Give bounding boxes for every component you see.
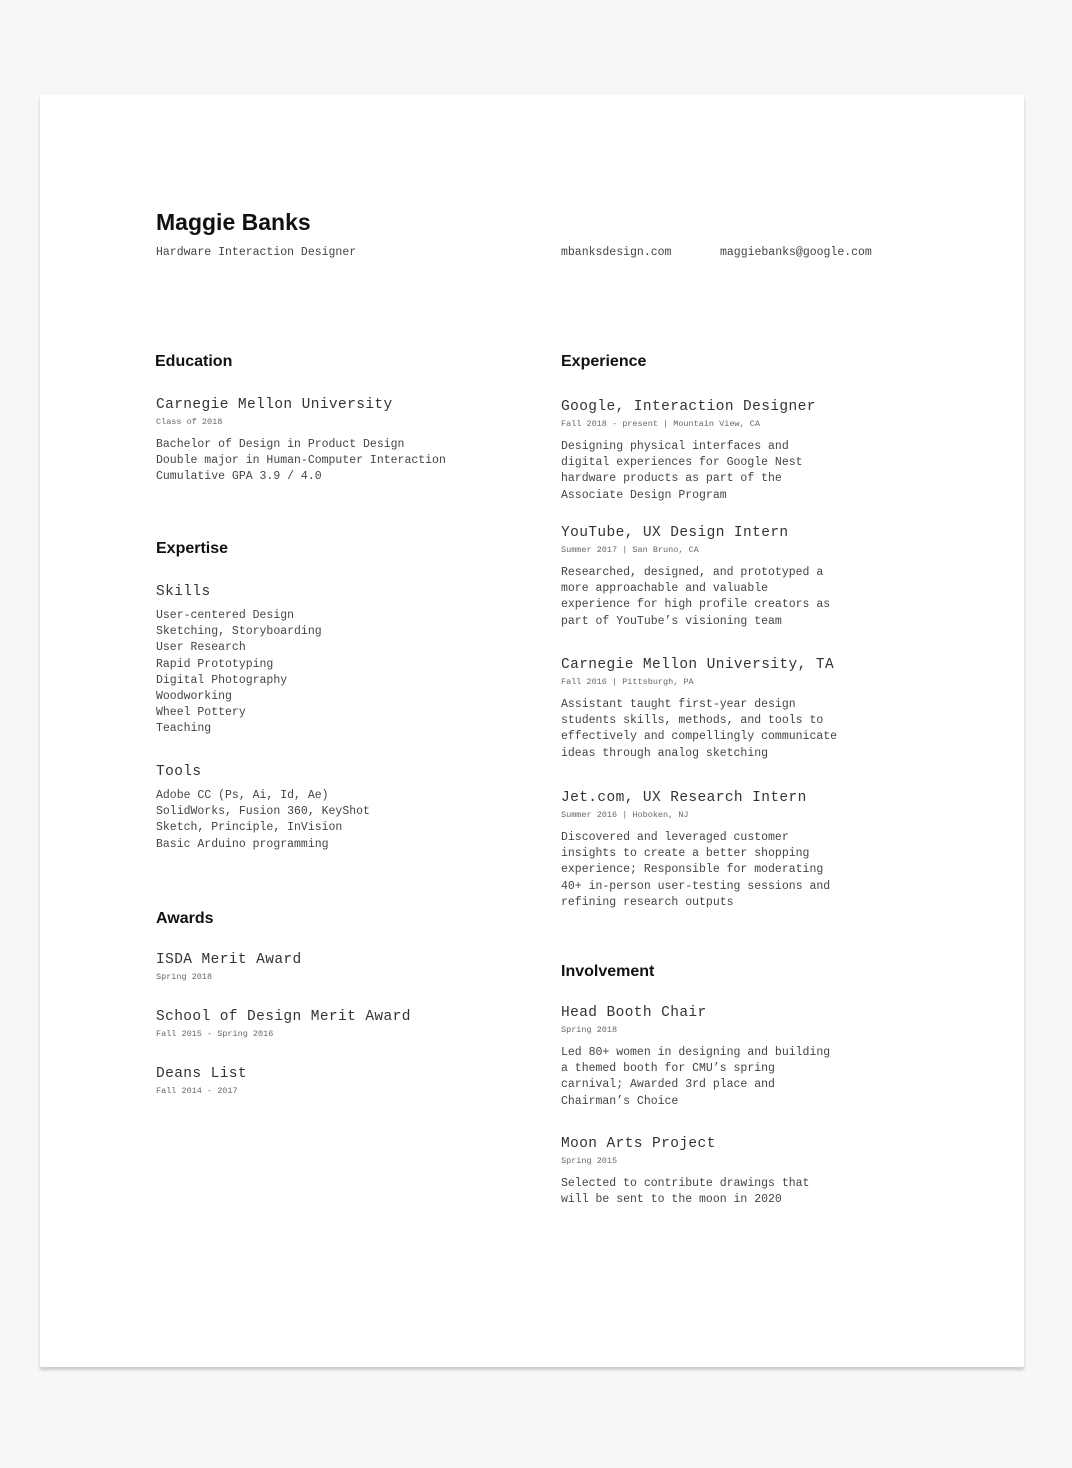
list-item: Basic Arduino programming xyxy=(156,837,329,851)
experience-entry xyxy=(561,657,941,762)
involvement-description: Led 80+ women in designing and building a themed booth for CMU’s spring carnival; Awarded 3rd place and Chairman’s Choice xyxy=(561,1046,831,1108)
awards-heading: Awards xyxy=(156,910,214,927)
education-school: Carnegie Mellon University xyxy=(156,397,393,413)
award-entry xyxy=(156,1066,536,1096)
candidate-name: Maggie Banks xyxy=(156,209,311,235)
experience-title: Google, Interaction Designer xyxy=(561,399,816,415)
resume-page xyxy=(40,95,1024,1367)
tools-section xyxy=(156,764,536,853)
website-link[interactable]: mbanksdesign.com xyxy=(561,246,672,259)
list-item: Digital Photography xyxy=(156,673,288,687)
education-heading: Education xyxy=(155,353,233,370)
list-item: Double major in Human-Computer Interaction xyxy=(156,454,446,468)
education-meta: Class of 2018 xyxy=(156,417,223,427)
list-item: Sketching, Storyboarding xyxy=(156,625,322,639)
involvement-heading: Involvement xyxy=(561,963,655,980)
involvement-entry xyxy=(561,1136,941,1208)
skills-title: Skills xyxy=(156,584,211,600)
list-item: Sketch, Principle, InVision xyxy=(156,821,343,835)
experience-title: YouTube, UX Design Intern xyxy=(561,525,789,541)
education-entry xyxy=(156,397,536,486)
involvement-meta: Spring 2015 xyxy=(561,1156,618,1166)
involvement-description: Selected to contribute drawings that will be sent to the moon in 2020 xyxy=(561,1177,810,1207)
experience-entry xyxy=(561,790,941,911)
award-title: Deans List xyxy=(156,1066,248,1082)
award-entry xyxy=(156,952,536,982)
award-meta: Spring 2018 xyxy=(156,972,213,982)
skills-section xyxy=(156,584,536,738)
experience-entry xyxy=(561,399,941,504)
involvement-entry xyxy=(561,1005,941,1110)
tools-list xyxy=(156,788,536,853)
experience-title: Jet.com, UX Research Intern xyxy=(561,790,807,806)
involvement-title: Moon Arts Project xyxy=(561,1136,716,1152)
list-item: SolidWorks, Fusion 360, KeyShot xyxy=(156,805,370,819)
award-title: ISDA Merit Award xyxy=(156,952,302,968)
list-item: Woodworking xyxy=(156,690,232,704)
involvement-meta: Spring 2018 xyxy=(561,1025,618,1035)
award-title: School of Design Merit Award xyxy=(156,1009,411,1025)
tools-title: Tools xyxy=(156,764,202,780)
experience-description: Researched, designed, and prototyped a more approachable and valuable experience for high profile creators as part of YouTube’s visioning team xyxy=(561,566,831,628)
list-item: Wheel Pottery xyxy=(156,706,246,720)
list-item: User Research xyxy=(156,641,246,655)
list-item: Teaching xyxy=(156,722,212,736)
skills-list xyxy=(156,608,536,738)
list-item: Bachelor of Design in Product Design xyxy=(156,438,405,451)
experience-meta: Summer 2016 | Hoboken, NJ xyxy=(561,810,689,820)
list-item: User-centered Design xyxy=(156,609,295,622)
experience-meta: Fall 2016 | Pittsburgh, PA xyxy=(561,677,694,687)
experience-title: Carnegie Mellon University, TA xyxy=(561,657,835,673)
award-meta: Fall 2014 - 2017 xyxy=(156,1086,238,1096)
expertise-heading: Expertise xyxy=(156,540,229,557)
list-item: Rapid Prototyping xyxy=(156,657,274,671)
involvement-title: Head Booth Chair xyxy=(561,1005,707,1021)
experience-description: Assistant taught first-year design students skills, methods, and tools to effectively and compellingly communicate ideas through analog sketching xyxy=(561,698,838,760)
experience-meta: Summer 2017 | San Bruno, CA xyxy=(561,545,699,555)
experience-description: Designing physical interfaces and digital experiences for Google Nest hardware products as part of the Associate Design Program xyxy=(561,440,803,502)
email-link[interactable]: maggiebanks@google.com xyxy=(720,246,872,259)
award-entry xyxy=(156,1009,536,1039)
experience-entry xyxy=(561,525,941,630)
education-details xyxy=(156,437,536,486)
experience-heading: Experience xyxy=(561,353,647,370)
candidate-role: Hardware Interaction Designer xyxy=(156,246,357,259)
list-item: Cumulative GPA 3.9 / 4.0 xyxy=(156,470,322,484)
list-item: Adobe CC (Ps, Ai, Id, Ae) xyxy=(156,789,329,802)
award-meta: Fall 2015 - Spring 2016 xyxy=(156,1029,274,1039)
experience-meta: Fall 2018 - present | Mountain View, CA xyxy=(561,419,760,429)
experience-description: Discovered and leveraged customer insights to create a better shopping experience; Responsible for moderating 40+ in-person user-testing sessions and refining research outputs xyxy=(561,831,831,909)
